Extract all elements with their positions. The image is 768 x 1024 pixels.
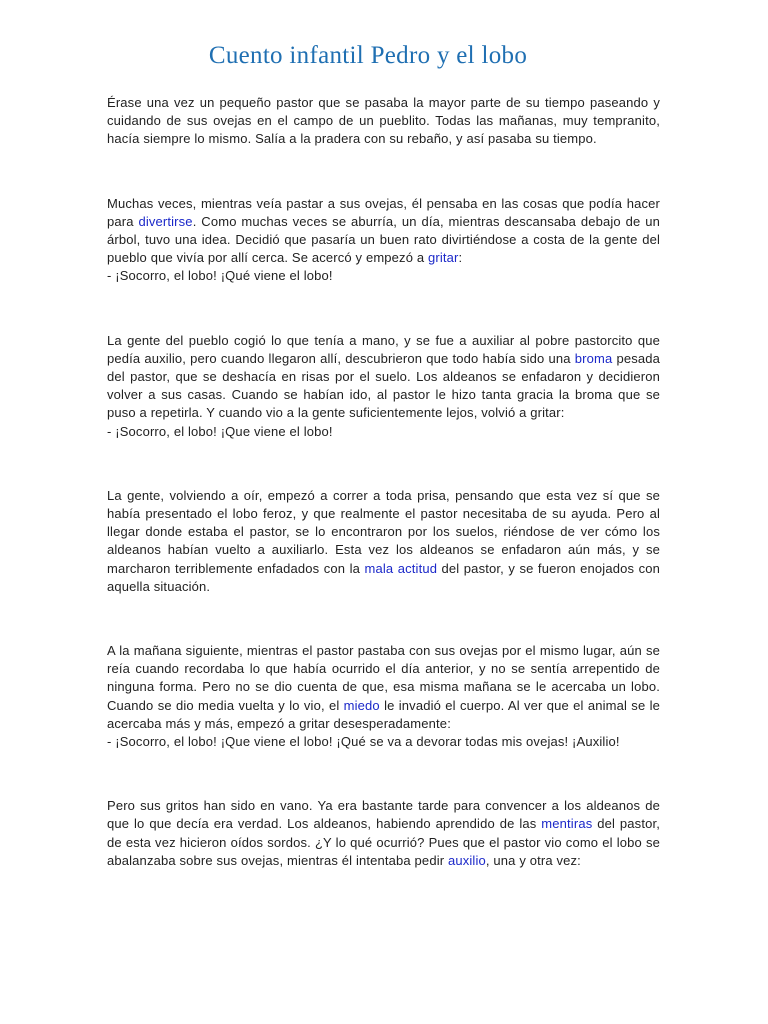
paragraph-text: . Como muchas veces se aburría, un día, mientras descansaba debajo de un árbol, tuvo una idea. Decidió que pasaría un buen rato divirtiéndose a costa de la gente del pueblo que vivía por allí cerca. Se acercó y empezó a bbox=[107, 213, 660, 266]
story-paragraph bbox=[107, 797, 660, 870]
paragraph-text: Érase una vez un pequeño pastor que se pasaba la mayor parte de su tiempo paseando y cuidando de sus ovejas en el campo de un pueblito. Todas las mañanas, muy tempranito, hacía siempre lo mismo. Salía a la pradera con su rebaño, y así pasaba su tiempo. bbox=[107, 95, 660, 147]
paragraph-text: pesada del pastor, que se deshacía en risas por el suelo. Los aldeanos se enfadaron y decidieron volver a sus casas. Cuando se habían ido, al pastor le hizo tanta gracia la broma que se puso a repetirla. Y cuando vio a la gente suficientemente lejos, volvió a gritar: bbox=[107, 350, 661, 421]
paragraph-text: La gente, volviendo a oír, empezó a correr a toda prisa, pensando que esta vez sí que se había presentado el lobo feroz, y que realmente el pastor necesitaba de su ayuda. Pero al llegar donde estaba el pastor, se lo encontraron por los suelos, riéndose de ver cómo los aldeanos habían vuelto a auxiliarlo. Esta vez los aldeanos se enfadaron aún más, y se marcharon terriblemente enfadados con la bbox=[107, 487, 660, 576]
keyword-link[interactable]: mentiras bbox=[541, 816, 593, 832]
document-title: Cuento infantil Pedro y el lobo bbox=[208, 42, 528, 69]
paragraph-text: : bbox=[458, 250, 463, 266]
paragraph-text: La gente del pueblo cogió lo que tenía a mano, y se fue a auxiliar al pobre pastorcito que pedía auxilio, pero cuando llegaron allí, descubrieron que todo había sido una bbox=[107, 332, 660, 366]
paragraph-text: A la mañana siguiente, mientras el pastor pastaba con sus ovejas por el mismo lugar, aún se reía cuando recordaba lo que había ocurrido el día anterior, y no se sentía arrepentido de ninguna forma. Pero no se dio cuenta de que, esa misma mañana se le acercaba un lobo. Cuando se dio media vuelta y lo vio, el bbox=[107, 643, 660, 713]
story-body bbox=[107, 94, 660, 916]
dialogue-line: - ¡Socorro, el lobo! ¡Que viene el lobo! ¡Qué se va a devorar todas mis ovejas! ¡Auxilio! bbox=[107, 734, 620, 750]
paragraph-text: del pastor, y se fueron enojados con aquella situación. bbox=[107, 560, 660, 594]
keyword-link[interactable]: divertirse bbox=[138, 213, 193, 229]
keyword-link[interactable]: broma bbox=[574, 350, 613, 366]
paragraph-text: Muchas veces, mientras veía pastar a sus ovejas, él pensaba en las cosas que podía hacer para bbox=[107, 195, 660, 229]
keyword-link[interactable]: auxilio bbox=[447, 852, 486, 868]
story-paragraph bbox=[107, 487, 660, 596]
story-paragraph bbox=[107, 94, 660, 149]
story-paragraph bbox=[107, 332, 660, 441]
story-paragraph bbox=[107, 642, 660, 751]
paragraph-text: del pastor, de esta vez hicieron oídos sordos. ¿Y lo qué ocurrió? Pues que el pastor vio como el lobo se abalanzaba sobre sus ovejas, mientras él intentaba pedir bbox=[107, 816, 660, 868]
keyword-link[interactable]: miedo bbox=[343, 697, 380, 713]
story-paragraph bbox=[107, 195, 660, 286]
dialogue-line: - ¡Socorro, el lobo! ¡Que viene el lobo! bbox=[107, 423, 333, 439]
paragraph-text: Pero sus gritos han sido en vano. Ya era bastante tarde para convencer a los aldeanos de que lo que decía era verdad. Los aldeanos, habiendo aprendido de las bbox=[107, 798, 660, 832]
keyword-link[interactable]: mala actitud bbox=[364, 560, 438, 576]
paragraph-text: , una y otra vez: bbox=[485, 852, 581, 868]
keyword-link[interactable]: gritar bbox=[428, 250, 459, 266]
dialogue-line: - ¡Socorro, el lobo! ¡Qué viene el lobo! bbox=[107, 268, 333, 284]
paragraph-text: le invadió el cuerpo. Al ver que el animal se le acercaba más y más, empezó a gritar desesperadamente: bbox=[107, 697, 661, 731]
